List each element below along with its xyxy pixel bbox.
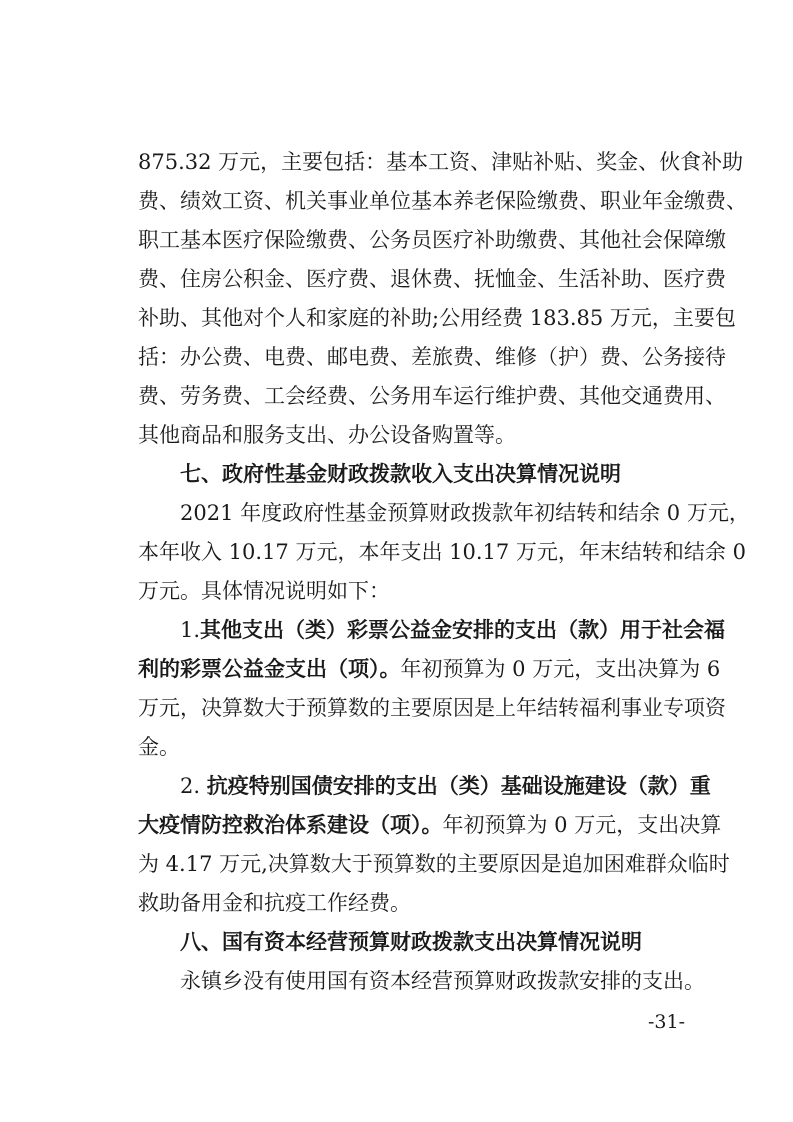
- text-line: 费、劳务费、工会经费、公务用车运行维护费、其他交通费用、: [138, 384, 726, 408]
- item-number: 2.: [180, 774, 207, 798]
- text-line: 2021 年度政府性基金预算财政拨款年初结转和结余 0 万元，: [180, 501, 750, 525]
- text-line: 本年收入 10.17 万元，本年支出 10.17 万元，年末结转和结余 0: [138, 540, 746, 564]
- item-number: 1.: [180, 618, 201, 642]
- text-line: 金。: [138, 735, 180, 759]
- item-title: 大疫情防控救治体系建设（项）。: [138, 813, 443, 837]
- page-number: -31-: [648, 1011, 686, 1033]
- item-1-line: [180, 616, 726, 644]
- item-1-line: [138, 655, 721, 683]
- text-line: 职工基本医疗保险缴费、公务员医疗补助缴费、其他社会保障缴: [138, 228, 726, 252]
- item-2-line: [180, 772, 711, 800]
- text-line: 万元，决算数大于预算数的主要原因是上年结转福利事业专项资: [138, 696, 726, 720]
- text-line: 费、住房公积金、医疗费、退休费、抚恤金、生活补助、医疗费: [138, 267, 726, 291]
- item-text: 年初预算为 0 万元，支出决算为 6: [400, 657, 721, 681]
- text-line: 为 4.17 万元,决算数大于预算数的主要原因是追加困难群众临时: [138, 852, 730, 876]
- text-line: 补助、其他对个人和家庭的补助;公用经费 183.85 万元，主要包: [138, 306, 736, 330]
- section-7-heading: 七、政府性基金财政拨款收入支出决算情况说明: [180, 462, 621, 486]
- item-title: 利的彩票公益金支出（项）。: [138, 657, 401, 681]
- text-line: 括：办公费、电费、邮电费、差旅费、维修（护）费、公务接待: [138, 345, 726, 369]
- text-line: 万元。具体情况说明如下：: [138, 579, 390, 603]
- text-line: 其他商品和服务支出、办公设备购置等。: [138, 423, 516, 447]
- section-8-heading: 八、国有资本经营预算财政拨款支出决算情况说明: [180, 930, 642, 954]
- item-title: 抗疫特别国债安排的支出（类）基础设施建设（款）重: [206, 774, 711, 798]
- item-2-line: [138, 811, 722, 839]
- text-line: 救助备用金和抗疫工作经费。: [138, 891, 411, 915]
- text-line: 费、绩效工资、机关事业单位基本养老保险缴费、职业年金缴费、: [138, 189, 747, 213]
- item-title: 其他支出（类）彩票公益金安排的支出（款）用于社会福: [200, 618, 726, 642]
- item-text: 年初预算为 0 万元，支出决算: [442, 813, 722, 837]
- text-line: 永镇乡没有使用国有资本经营预算财政拨款安排的支出。: [180, 969, 705, 993]
- text-line: 875.32 万元，主要包括：基本工资、津贴补贴、奖金、伙食补助: [138, 150, 744, 174]
